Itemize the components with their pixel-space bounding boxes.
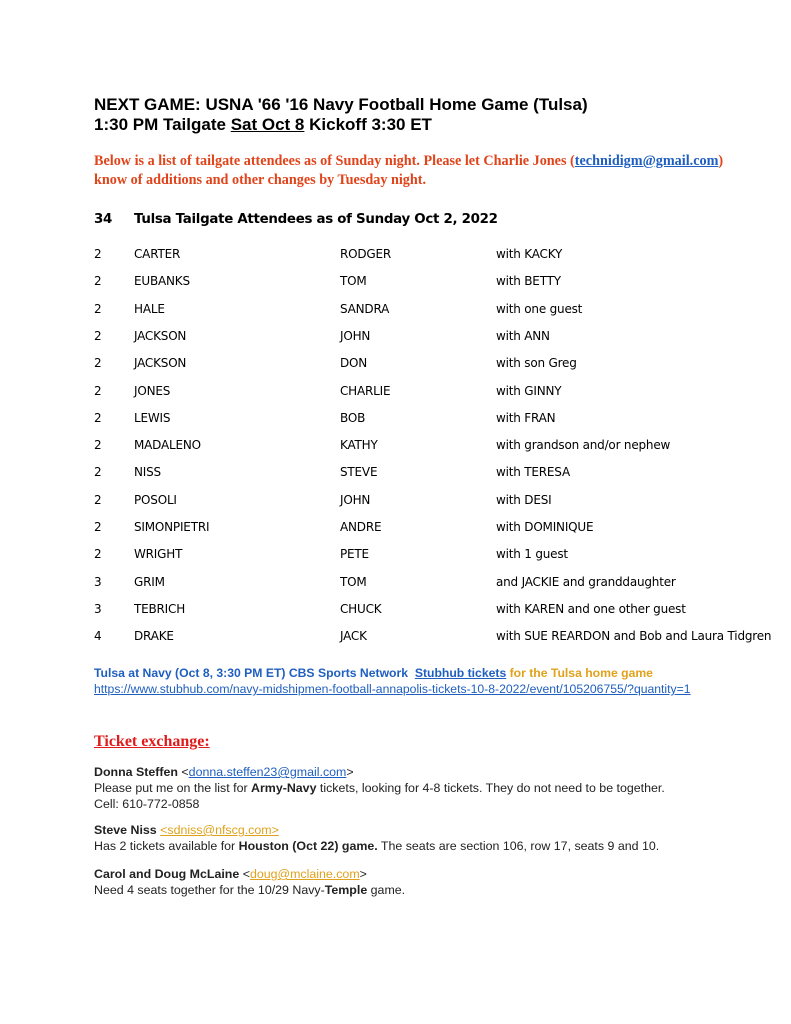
game-link-suffix: for the Tulsa home game (506, 666, 653, 680)
attendee-party-size: 2 (94, 247, 102, 261)
attendee-first-name: RODGER (340, 247, 392, 261)
attendee-first-name: SANDRA (340, 301, 390, 316)
page-title (94, 95, 588, 135)
entry-text-bold: Houston (Oct 22) game. (238, 839, 378, 853)
attendee-last-name: GRIM (134, 574, 165, 589)
attendee-party-size: 2 (94, 274, 102, 289)
attendee-last-name: TEBRICH (134, 601, 186, 616)
attendee-party-size: 4 (94, 629, 102, 644)
entry-name: Donna Steffen (94, 765, 178, 779)
exchange-entry (94, 822, 734, 854)
attendee-last-name: POSOLI (134, 492, 177, 507)
attendee-guests: with son Greg (496, 356, 577, 371)
attendee-party-size: 2 (94, 438, 102, 453)
stubhub-url-link[interactable]: https://www.stubhub.com/navy-midshipmen-football-annapolis-tickets-10-8-2022/event/105206755/?quantity=1 (94, 682, 691, 696)
attendee-party-size: 2 (94, 328, 102, 343)
title-line-2-suffix: Kickoff 3:30 ET (304, 115, 432, 134)
attendee-last-name: HALE (134, 301, 165, 316)
notice-part-1: Below is a list of tailgate attendees as of Sunday night. Please let Charlie Jones ( (94, 153, 575, 169)
entry-text-part: Need 4 seats together for the 10/29 Navy- (94, 883, 325, 897)
stubhub-tickets-link[interactable]: Stubhub tickets (414, 666, 507, 680)
attendee-first-name: CHUCK (340, 601, 382, 616)
attendee-party-size: 2 (94, 465, 102, 480)
entry-header: Carol and Doug McLaine <doug@mclaine.com> (94, 867, 367, 881)
attendee-guests: with SUE REARDON and Bob and Laura Tidgren (496, 629, 772, 644)
entry-email-link[interactable]: doug@mclaine.com (249, 867, 360, 881)
attendee-party-size: 3 (94, 601, 102, 616)
entry-text-part: Please put me on the list for (94, 781, 252, 795)
attendee-first-name: TOM (340, 274, 367, 289)
attendee-guests: with BETTY (496, 274, 561, 289)
attendee-guests: with GINNY (496, 383, 562, 398)
attendee-notice (94, 152, 754, 190)
entry-name: Carol and Doug McLaine (94, 867, 240, 881)
entry-text-bold: Temple (324, 883, 368, 897)
title-date: Sat Oct 8 (230, 115, 305, 134)
entry-text-bold: Army-Navy (251, 781, 317, 795)
attendee-guests: with KACKY (496, 247, 563, 261)
entry-text (94, 838, 734, 854)
attendee-first-name: DON (340, 356, 368, 371)
attendee-first-name: BOB (340, 410, 366, 425)
attendee-last-name: NISS (134, 465, 161, 480)
attendee-guests: with DOMINIQUE (496, 520, 594, 534)
attendee-party-size: 2 (94, 301, 102, 316)
exchange-entry (94, 764, 734, 812)
attendee-last-name: LEWIS (134, 410, 171, 425)
title-line-2 (94, 115, 588, 135)
attendee-first-name: PETE (340, 547, 369, 562)
attendee-last-name: JONES (134, 383, 171, 398)
attendee-last-name: DRAKE (134, 629, 174, 644)
title-line-2-prefix: 1:30 PM Tailgate (94, 115, 231, 134)
attendee-first-name: KATHY (340, 438, 378, 453)
attendee-guests: with KAREN and one other guest (496, 601, 686, 616)
game-info (94, 665, 734, 697)
entry-text-part: tickets, looking for 4-8 tickets. They do not need to be together. (316, 781, 665, 795)
attendee-party-size: 2 (94, 383, 102, 398)
attendee-party-size: 2 (94, 410, 102, 425)
attendees-heading: Tulsa Tailgate Attendees as of Sunday Oct 2, 2022 (134, 212, 498, 227)
attendee-guests: with 1 guest (496, 547, 568, 562)
notice-part-2: ) know of additions and other changes by Tuesday night. (94, 153, 724, 188)
ticket-exchange-heading: Ticket exchange: (94, 733, 210, 750)
attendee-first-name: STEVE (340, 465, 378, 480)
entry-name: Steve Niss (94, 823, 157, 837)
attendee-last-name: MADALENO (134, 438, 201, 453)
entry-email-link[interactable]: donna.steffen23@gmail.com (188, 765, 347, 779)
attendee-party-size: 2 (94, 520, 102, 534)
attendee-first-name: JOHN (340, 328, 371, 343)
attendee-first-name: JACK (340, 629, 367, 644)
title-line-1: NEXT GAME: USNA '66 '16 Navy Football Home Game (Tulsa) (94, 95, 588, 114)
entry-phone: Cell: 610-772-0858 (94, 797, 200, 811)
attendee-party-size: 2 (94, 492, 102, 507)
attendee-guests: with DESI (496, 492, 552, 507)
attendee-last-name: CARTER (134, 247, 181, 261)
attendee-guests: with FRAN (496, 410, 556, 425)
entry-email-link[interactable]: sdniss@nfscg.com (167, 823, 272, 837)
attendee-last-name: EUBANKS (134, 274, 190, 289)
attendee-last-name: JACKSON (134, 356, 187, 371)
attendee-guests: with ANN (496, 328, 550, 343)
attendee-guests: with one guest (496, 301, 583, 316)
game-details: Tulsa at Navy (Oct 8, 3:30 PM ET) CBS Sports Network (94, 666, 409, 680)
attendee-first-name: CHARLIE (340, 383, 391, 398)
entry-text (94, 882, 734, 898)
contact-email-link[interactable]: technidigm@gmail.com (574, 153, 719, 169)
entry-text-part: Has 2 tickets available for (94, 839, 239, 853)
attendee-party-size: 3 (94, 574, 102, 589)
entry-text-part: game. (367, 883, 406, 897)
attendee-party-size: 2 (94, 356, 102, 371)
attendee-party-size: 2 (94, 547, 102, 562)
attendee-first-name: JOHN (340, 492, 371, 507)
exchange-entry (94, 866, 734, 898)
attendee-guests: and JACKIE and granddaughter (496, 574, 676, 589)
attendee-first-name: ANDRE (340, 520, 382, 534)
attendee-guests: with TERESA (496, 465, 570, 480)
attendee-count: 34 (94, 212, 113, 227)
entry-text-part: The seats are section 106, row 17, seats 9 and 10. (377, 839, 660, 853)
entry-header: Steve Niss <sdniss@nfscg.com> (94, 823, 279, 837)
attendee-first-name: TOM (340, 574, 367, 589)
entry-text (94, 780, 734, 796)
entry-header: Donna Steffen <donna.steffen23@gmail.com> (94, 765, 354, 779)
attendee-last-name: WRIGHT (134, 547, 183, 562)
attendee-last-name: JACKSON (134, 328, 187, 343)
attendee-last-name: SIMONPIETRI (134, 520, 210, 534)
attendee-guests: with grandson and/or nephew (496, 438, 671, 453)
